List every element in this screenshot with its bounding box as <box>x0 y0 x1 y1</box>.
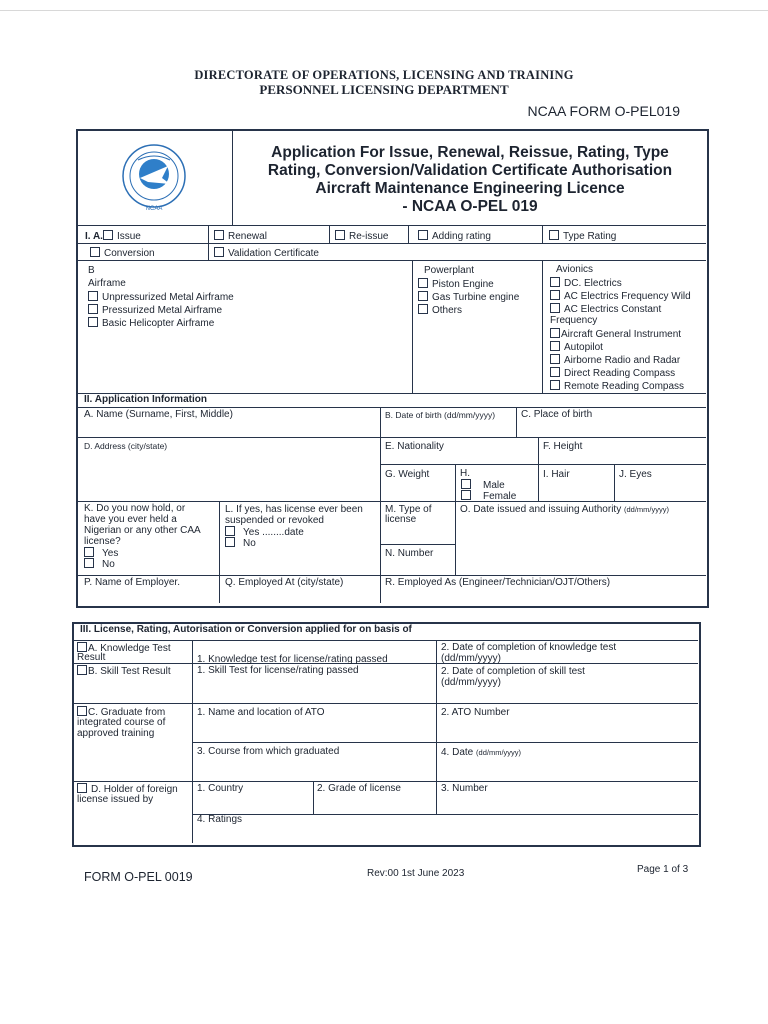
height-field-label[interactable]: F. Height <box>543 441 583 452</box>
airframe-option: Pressurized Metal Airframe <box>102 305 223 316</box>
adding-rating-label: Adding rating <box>432 231 491 242</box>
license-type-label-cont: license <box>385 514 417 525</box>
skill-test-passed-label[interactable]: 1. Skill Test for license/rating passed <box>197 665 359 676</box>
knowledge-test-label-cont: Result <box>77 652 106 663</box>
graduate-label-cont: integrated course of <box>77 717 166 728</box>
k-question-line: have you ever held a <box>84 514 177 525</box>
avionics-option: Autopilot <box>564 342 603 353</box>
ncaa-logo <box>108 138 200 218</box>
license-grade-label[interactable]: 2. Grade of license <box>317 783 401 794</box>
knowledge-test-checkbox[interactable] <box>77 642 87 652</box>
section1-a-label: I. A. <box>85 231 103 242</box>
avionics-title: Avionics <box>556 264 594 275</box>
avionics-option-cont: Frequency <box>550 315 598 326</box>
airframe-option: Basic Helicopter Airframe <box>102 318 215 329</box>
powerplant-option: Gas Turbine engine <box>432 292 520 303</box>
foreign-license-number-label[interactable]: 3. Number <box>441 783 488 794</box>
female-label: Female <box>483 491 517 502</box>
general-instrument-checkbox[interactable] <box>550 328 560 338</box>
ato-name-label[interactable]: 1. Name and location of ATO <box>197 707 325 718</box>
unpressurized-airframe-checkbox[interactable] <box>88 291 98 301</box>
ac-frequency-wild-checkbox[interactable] <box>550 290 560 300</box>
skill-test-label: B. Skill Test Result <box>88 666 171 677</box>
k-question-line: Nigerian or any other CAA <box>84 525 201 536</box>
dc-electrics-checkbox[interactable] <box>550 277 560 287</box>
sex-field-label: H. <box>460 468 470 479</box>
pressurized-airframe-checkbox[interactable] <box>88 304 98 314</box>
l-question-line: suspended or revoked <box>225 515 324 526</box>
scan-edge-line <box>0 10 768 11</box>
country-label[interactable]: 1. Country <box>197 783 244 794</box>
k-question-line: K. Do you now hold, or <box>84 503 186 514</box>
graduate-label: C. Graduate from <box>88 707 166 718</box>
powerplant-option: Others <box>432 305 463 316</box>
name-field-label[interactable]: A. Name (Surname, First, Middle) <box>84 409 233 420</box>
date-issued-label[interactable]: O. Date issued and issuing Authority <box>460 504 622 515</box>
knowledge-test-date-label[interactable]: 2. Date of completion of knowledge test <box>441 642 617 653</box>
radio-radar-checkbox[interactable] <box>550 354 560 364</box>
avionics-option: Aircraft General Instrument <box>561 329 682 340</box>
remote-compass-checkbox[interactable] <box>550 380 560 390</box>
type-rating-label: Type Rating <box>563 231 617 242</box>
date-format-hint: (dd/mm/yyyy) <box>623 505 669 514</box>
male-label: Male <box>483 480 505 491</box>
airframe-option: Unpressurized Metal Airframe <box>102 292 234 303</box>
form-title-line-4: - NCAA O-PEL 019 <box>402 198 538 215</box>
section3-title: III. License, Rating, Autorisation or Conversion applied for on basis of <box>80 624 412 635</box>
footer-revision: Rev:00 1st June 2023 <box>367 868 465 879</box>
k-no-checkbox[interactable] <box>84 558 94 568</box>
address-field-label[interactable]: D. Address (city/state) <box>84 441 168 451</box>
reissue-checkbox[interactable] <box>335 230 345 240</box>
knowledge-test-label: A. Knowledge Test <box>88 643 171 654</box>
b-label: B <box>88 265 95 276</box>
renewal-checkbox[interactable] <box>214 230 224 240</box>
reissue-label: Re-issue <box>349 231 389 242</box>
avionics-option: AC Electrics Constant <box>564 304 662 315</box>
ratings-label[interactable]: 4. Ratings <box>197 814 243 825</box>
validation-checkbox[interactable] <box>214 247 224 257</box>
adding-rating-checkbox[interactable] <box>418 230 428 240</box>
l-no-label: No <box>243 538 256 549</box>
hair-field-label[interactable]: I. Hair <box>543 469 570 480</box>
foreign-license-label: D. Holder of foreign <box>91 784 178 795</box>
section2-title: II. Application Information <box>84 394 207 405</box>
conversion-checkbox[interactable] <box>90 247 100 257</box>
footer-page: Page 1 of 3 <box>637 864 689 875</box>
license-number-label[interactable]: N. Number <box>385 548 434 559</box>
license-type-label[interactable]: M. Type of <box>385 504 432 515</box>
validation-label: Validation Certificate <box>228 248 319 259</box>
l-yes-label: Yes ........date <box>243 527 304 538</box>
form-title-line-1: Application For Issue, Renewal, Reissue, Rating, Type <box>271 144 669 161</box>
graduate-label-cont: approved training <box>77 728 155 739</box>
skill-test-date-format: (dd/mm/yyyy) <box>441 677 501 688</box>
autopilot-checkbox[interactable] <box>550 341 560 351</box>
k-yes-label: Yes <box>102 548 119 559</box>
type-rating-checkbox[interactable] <box>549 230 559 240</box>
helicopter-airframe-checkbox[interactable] <box>88 317 98 327</box>
form-title-line-2: Rating, Conversion/Validation Certificate Authorisation <box>267 162 673 179</box>
powerplant-option: Piston Engine <box>432 279 494 290</box>
skill-test-date-label[interactable]: 2. Date of completion of skill test <box>441 666 585 677</box>
foreign-license-checkbox[interactable] <box>77 783 87 793</box>
conversion-label: Conversion <box>104 248 155 259</box>
female-checkbox[interactable] <box>461 490 471 500</box>
l-no-checkbox[interactable] <box>225 537 235 547</box>
eyes-field-label[interactable]: J. Eyes <box>619 469 652 480</box>
k-question-line: license? <box>84 536 121 547</box>
avionics-option: Airborne Radio and Radar <box>564 355 681 366</box>
dob-field-label[interactable]: B. Date of birth (dd/mm/yyyy) <box>385 410 496 420</box>
skill-test-checkbox[interactable] <box>77 665 87 675</box>
avionics-option: Direct Reading Compass <box>564 368 676 379</box>
graduate-checkbox[interactable] <box>77 706 87 716</box>
piston-engine-checkbox[interactable] <box>418 278 428 288</box>
l-yes-checkbox[interactable] <box>225 526 235 536</box>
airframe-title: Airframe <box>88 278 126 289</box>
renewal-label: Renewal <box>228 231 267 242</box>
employed-as-label[interactable]: R. Employed As (Engineer/Technician/OJT/Others) <box>385 577 611 588</box>
knowledge-test-passed-label[interactable]: 1. Knowledge test for license/rating passed <box>197 654 388 665</box>
svg-text:NCAA: NCAA <box>145 206 163 212</box>
gas-turbine-checkbox[interactable] <box>418 291 428 301</box>
course-date-format: (dd/mm/yyyy) <box>476 748 522 757</box>
knowledge-test-date-format: (dd/mm/yyyy) <box>441 653 501 664</box>
course-label[interactable]: 3. Course from which graduated <box>197 746 340 757</box>
ato-number-label[interactable]: 2. ATO Number <box>441 707 510 718</box>
employed-at-label[interactable]: Q. Employed At (city/state) <box>225 577 344 588</box>
k-yes-checkbox[interactable] <box>84 547 94 557</box>
avionics-option: DC. Electrics <box>564 278 622 289</box>
powerplant-title: Powerplant <box>424 265 475 276</box>
course-date-label[interactable]: 4. Date <box>441 747 474 758</box>
issue-checkbox[interactable] <box>103 230 113 240</box>
l-question-line: L. If yes, has license ever been <box>225 504 363 515</box>
direct-compass-checkbox[interactable] <box>550 367 560 377</box>
footer-form-number: FORM O-PEL 0019 <box>84 870 193 884</box>
k-no-label: No <box>102 559 115 570</box>
employer-name-label[interactable]: P. Name of Employer. <box>84 577 180 588</box>
male-checkbox[interactable] <box>461 479 471 489</box>
form-number: NCAA FORM O-PEL019 <box>527 103 680 119</box>
nationality-field-label[interactable]: E. Nationality <box>385 441 444 452</box>
place-of-birth-label[interactable]: C. Place of birth <box>521 409 593 420</box>
weight-field-label[interactable]: G. Weight <box>385 469 430 480</box>
powerplant-others-checkbox[interactable] <box>418 304 428 314</box>
avionics-option: AC Electrics Frequency Wild <box>564 291 691 302</box>
ac-constant-frequency-checkbox[interactable] <box>550 303 560 313</box>
avionics-option: Remote Reading Compass <box>564 381 685 392</box>
form-title-line-3: Aircraft Maintenance Engineering Licence <box>315 180 625 197</box>
foreign-license-label-cont: license issued by <box>77 794 154 805</box>
issue-label: Issue <box>116 231 141 242</box>
department-heading: PERSONNEL LICENSING DEPARTMENT <box>259 82 509 97</box>
directorate-heading: DIRECTORATE OF OPERATIONS, LICENSING AND TRAINING <box>194 68 574 82</box>
